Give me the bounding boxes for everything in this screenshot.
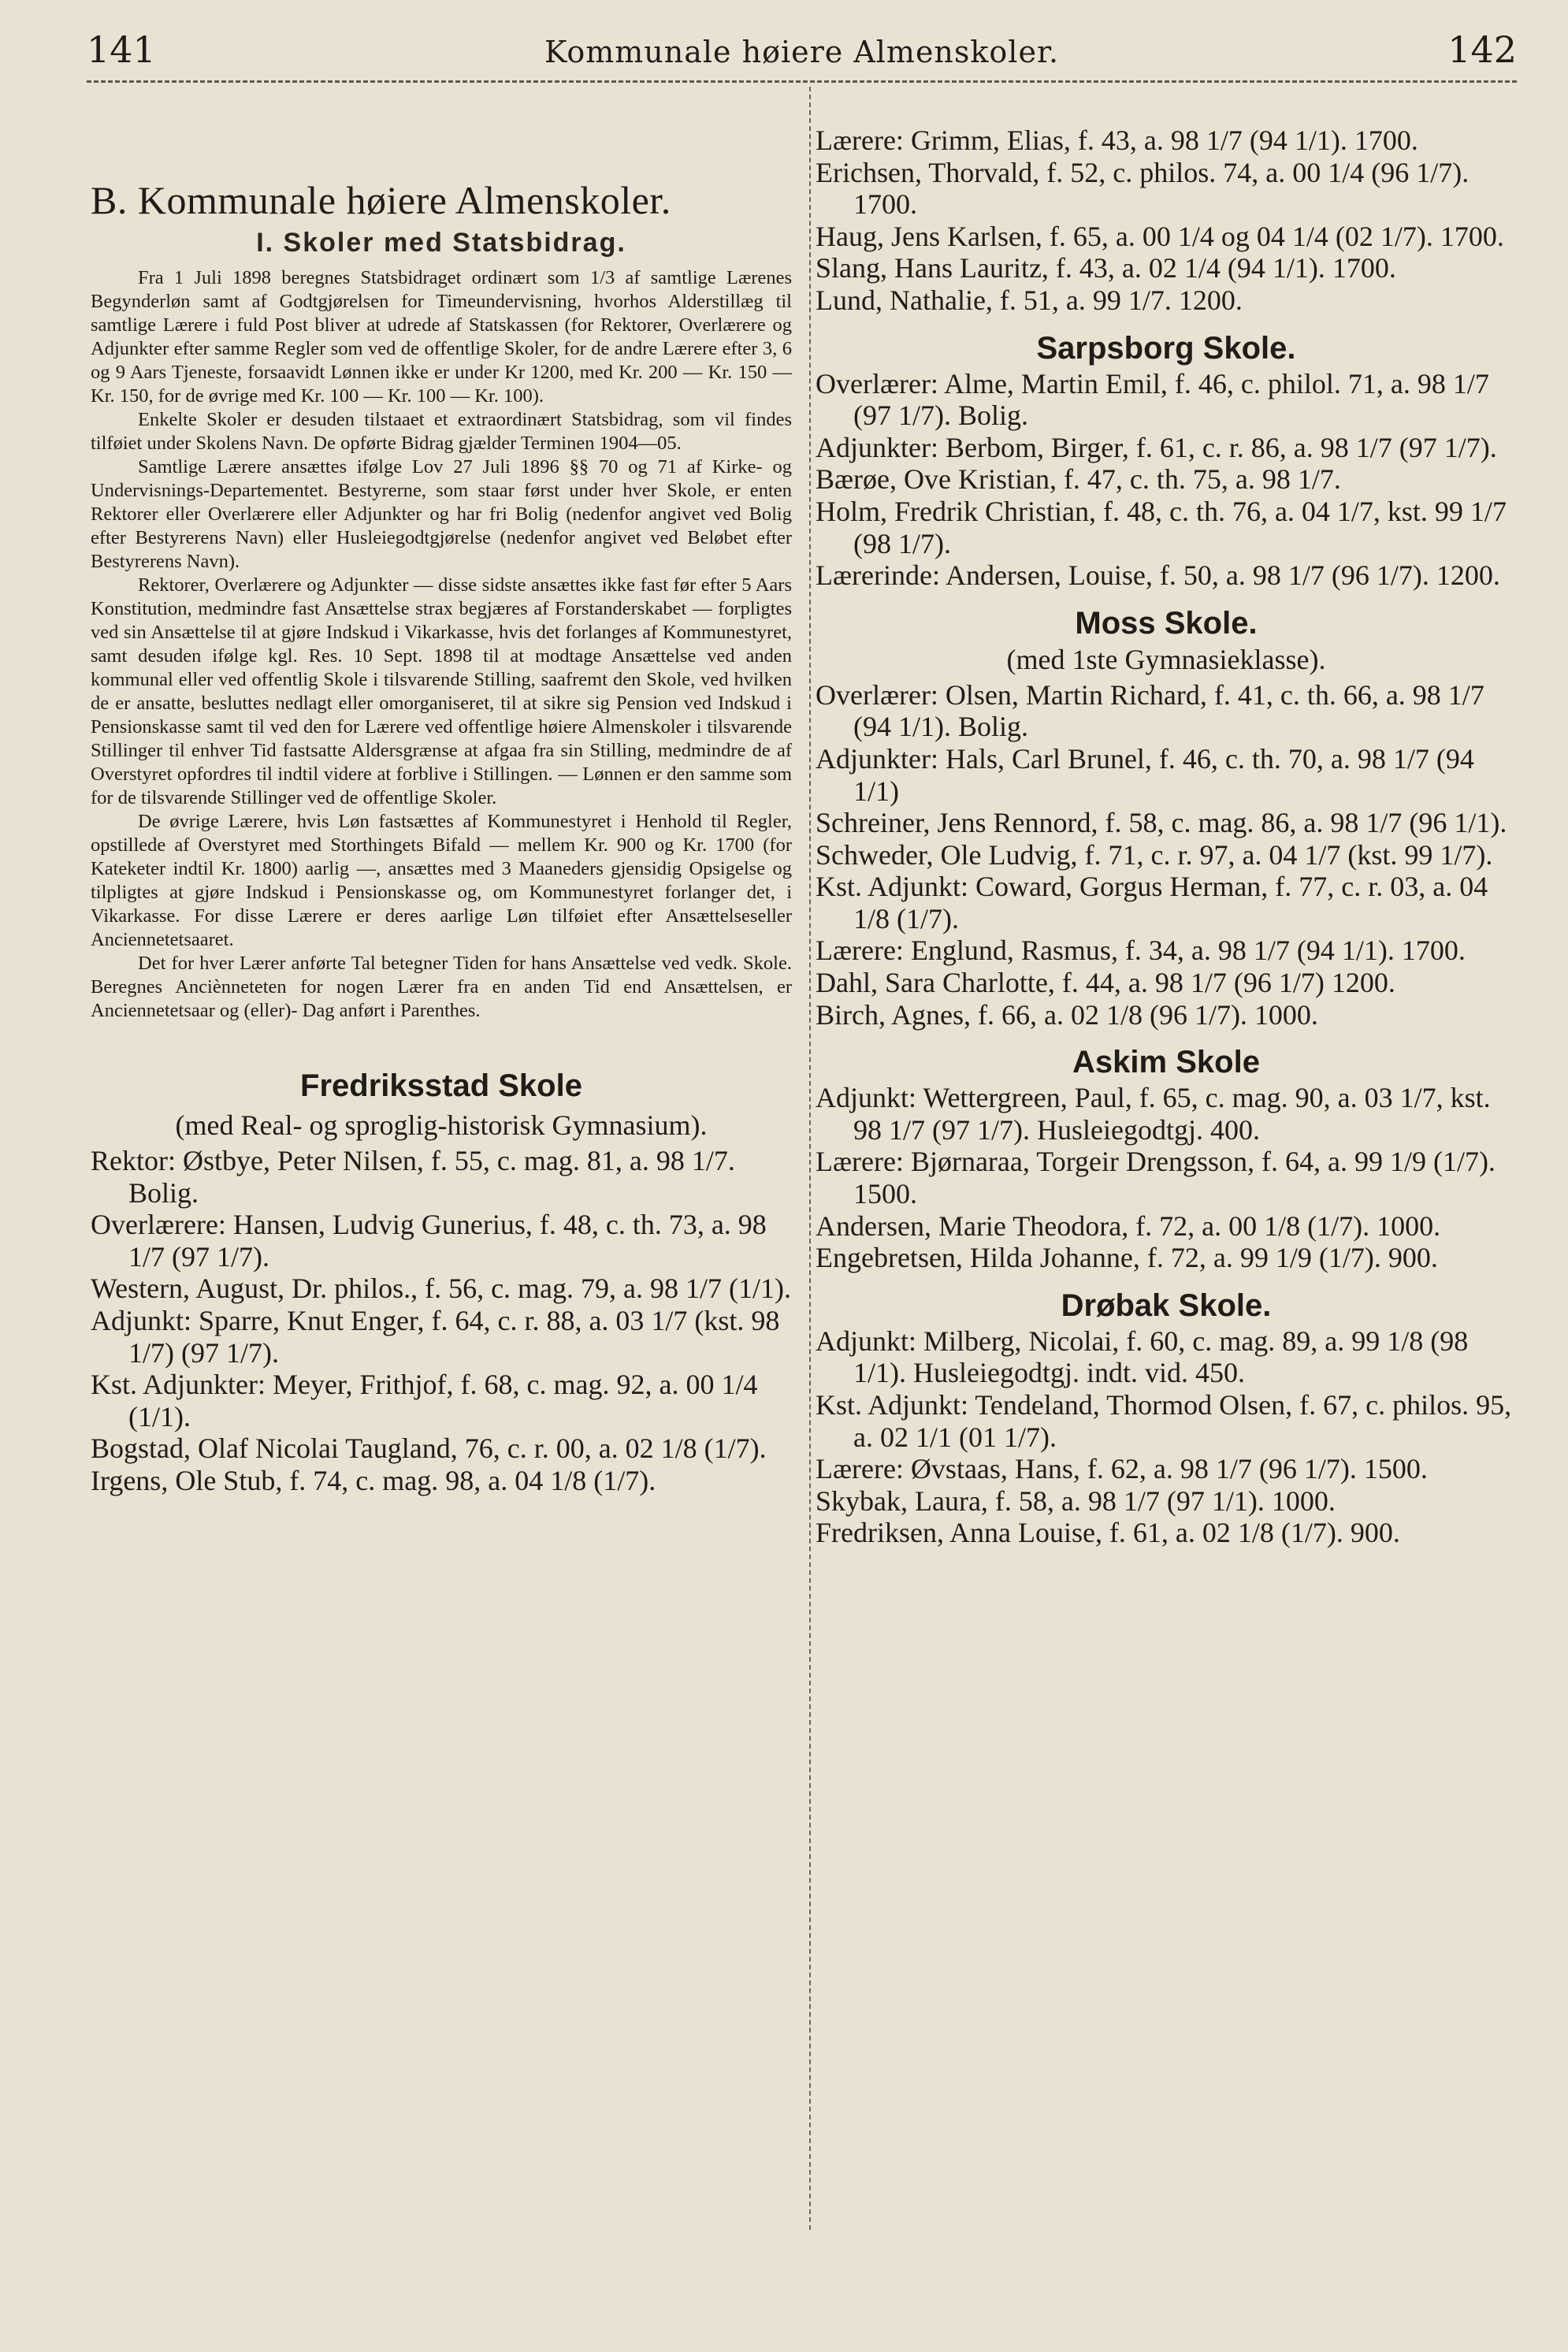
- staff-entry: Fredriksen, Anna Louise, f. 61, a. 02 1/8 (1/7). 900.: [816, 1517, 1400, 1549]
- staff-entry: Irgens, Ole Stub, f. 74, c. mag. 98, a. 04 1/8 (1/7).: [91, 1464, 656, 1496]
- column-divider: [809, 87, 811, 2230]
- staff-entry: Lærere: Englund, Rasmus, f. 34, a. 98 1/7 (94 1/1). 1700.: [816, 934, 1466, 967]
- staff-entry: Overlærere: Hansen, Ludvig Gunerius, f. 48, c. th. 73, a. 98 1/7 (97 1/7).: [91, 1209, 767, 1273]
- staff-entry: Kst. Adjunkt: Coward, Gorgus Herman, f. 77, c. r. 03, a. 04 1/8 (1/7).: [816, 871, 1488, 934]
- staff-entry: Lærerinde: Andersen, Louise, f. 50, a. 98 1/7 (96 1/7). 1200.: [816, 559, 1500, 592]
- staff-entry: Lærere: Grimm, Elias, f. 43, a. 98 1/7 (94 1/1). 1700.: [816, 124, 1418, 156]
- staff-entry: Slang, Hans Lauritz, f. 43, a. 02 1/4 (94 1/1). 1700.: [816, 252, 1396, 284]
- staff-entry: Skybak, Laura, f. 58, a. 98 1/7 (97 1/1). 1000.: [816, 1484, 1336, 1517]
- staff-entry: Erichsen, Thorvald, f. 52, c. philos. 74, a. 00 1/4 (96 1/7). 1700.: [816, 156, 1470, 221]
- staff-entry: Bogstad, Olaf Nicolai Taugland, 76, c. r. 00, a. 02 1/8 (1/7).: [91, 1432, 767, 1465]
- paragraph: Rektorer, Overlærere og Adjunkter — disse sidste ansættes ikke fast før efter 5 Aars Konstitution, medmindre fast Ansættelse strax begjæres af Forstanderskabet — forpligtes ved sin Ansættelse til at gjøre Indskud i Vikarkasse, hvis det forlanges af Kommunestyret, samt desuden ifølge kgl. Res. 10 Sept. 1898 til at modtage Ansættelse ved anden kommunal eller ved offentlig Skole i tilsvarende Stilling, saafremt den Skole, ved hvilken de er ansatte, besluttes nedlagt eller omorganiseret, til at sikre sig Pension ved Indskud i Pensionskasse samt til ved den for Lærere ved offentlige høiere Almenskoler i tilsvarende Stillinger til enhver Tid fastsatte Aldersgrænse at afgaa fra sin Stilling, medmindre de af Overstyret opfordres til indtil videre at forblive i Stillingen. — Lønnen er den samme som for de tilsvarende Stillinger ved de offentlige Skoler.: [91, 574, 792, 808]
- paragraph: Det for hver Lærer anførte Tal betegner Tiden for hans Ansættelse ved vedk. Skole. Beregnes Anciènneteten for nogen Lærer fra en anden Tid end Ansættelsen, er Anciennetetsaar og (eller)- Dag anført i Parenthes.: [91, 953, 792, 1021]
- school-heading: Drøbak Skole.: [1061, 1287, 1272, 1323]
- staff-entry: Bærøe, Ove Kristian, f. 47, c. th. 75, a. 98 1/7.: [816, 463, 1341, 496]
- school-subtitle: (med Real- og sproglig-historisk Gymnasium).: [175, 1109, 708, 1141]
- staff-entry: Birch, Agnes, f. 66, a. 02 1/8 (96 1/7). 1000.: [816, 998, 1318, 1031]
- staff-entry: Engebretsen, Hilda Johanne, f. 72, a. 99 1/9 (1/7). 900.: [816, 1242, 1438, 1274]
- page-number-left: 141: [87, 28, 156, 71]
- paragraph: Enkelte Skoler er desuden tilstaaet et extraordinært Statsbidrag, som vil findes tilføiet under Skolens Navn. De opførte Bidrag gjælder Terminen 1904—05.: [91, 409, 792, 454]
- paragraph: Fra 1 Juli 1898 beregnes Statsbidraget ordinært som 1/3 af samtlige Lærenes Begynderløn samt af Godtgjørelsen for Timeundervisning, hvorhos Alderstillæg til samtlige Lærere i fuld Post bliver at udrede af Statskassen (for Rektorer, Overlærere og Adjunkter efter samme Regler som ved de offentlige Skoler, for de andre Lærere efter 3, 6 og 9 Aars Tjeneste, forsaavidt Lønnen ikke er under Kr 1200, med Kr. 200 — Kr. 150 — Kr. 150, for de øvrige med Kr. 100 — Kr. 100 — Kr. 100).: [91, 267, 792, 407]
- staff-entry: Overlærer: Olsen, Martin Richard, f. 41, c. th. 66, a. 98 1/7 (94 1/1). Bolig.: [816, 678, 1484, 743]
- right-column: [816, 124, 1517, 1549]
- school-heading: Askim Skole: [1072, 1045, 1260, 1080]
- staff-entry: Kst. Adjunkt: Tendeland, Thormod Olsen, f. 67, c. philos. 95, a. 02 1/1 (01 1/7).: [816, 1389, 1512, 1453]
- staff-entry: Adjunkter: Berbom, Birger, f. 61, c. r. 86, a. 98 1/7 (97 1/7).: [816, 431, 1497, 463]
- school-heading: Moss Skole.: [1075, 605, 1258, 641]
- staff-entry: Schreiner, Jens Rennord, f. 58, c. mag. 86, a. 98 1/7 (96 1/1).: [816, 807, 1507, 839]
- running-header: [87, 22, 1517, 77]
- staff-entry: Adjunkt: Milberg, Nicolai, f. 60, c. mag. 89, a. 99 1/8 (98 1/1). Husleiegodtgj. indt. vid. 450.: [816, 1325, 1469, 1389]
- staff-entry: Haug, Jens Karlsen, f. 65, a. 00 1/4 og 04 1/4 (02 1/7). 1700.: [816, 220, 1504, 252]
- section-title: B. Kommunale høiere Almenskoler.: [91, 178, 671, 222]
- page-number-right: 142: [1447, 28, 1517, 71]
- staff-entry: Overlærer: Alme, Martin Emil, f. 46, c. philol. 71, a. 98 1/7 (97 1/7). Bolig.: [816, 367, 1489, 432]
- school-subtitle: (med 1ste Gymnasieklasse).: [1006, 643, 1326, 675]
- staff-entry: Kst. Adjunkter: Meyer, Frithjof, f. 68, c. mag. 92, a. 00 1/4 (1/1).: [91, 1369, 758, 1432]
- staff-entry: Western, August, Dr. philos., f. 56, c. mag. 79, a. 98 1/7 (1/1).: [91, 1273, 791, 1305]
- staff-entry: Dahl, Sara Charlotte, f. 44, a. 98 1/7 (96 1/7) 1200.: [816, 967, 1395, 999]
- staff-entry: Rektor: Østbye, Peter Nilsen, f. 55, c. mag. 81, a. 98 1/7. Bolig.: [91, 1145, 735, 1209]
- staff-entry: Andersen, Marie Theodora, f. 72, a. 00 1/8 (1/7). 1000.: [816, 1209, 1441, 1242]
- staff-entry: Adjunkter: Hals, Carl Brunel, f. 46, c. th. 70, a. 98 1/7 (94 1/1): [816, 742, 1474, 807]
- running-title: Kommunale høiere Almenskoler.: [544, 35, 1060, 69]
- staff-entry: Adjunkt: Sparre, Knut Enger, f. 64, c. r. 88, a. 03 1/7 (kst. 98 1/7) (97 1/7).: [91, 1304, 780, 1369]
- section-subtitle: I. Skoler med Statsbidrag.: [256, 228, 626, 258]
- school-heading: Fredriksstad Skole: [300, 1068, 582, 1103]
- staff-entry: Schweder, Ole Ludvig, f. 71, c. r. 97, a. 04 1/7 (kst. 99 1/7).: [816, 838, 1493, 871]
- staff-entry: Lærere: Bjørnaraa, Torgeir Drengsson, f. 64, a. 99 1/9 (1/7). 1500.: [816, 1146, 1496, 1210]
- left-column: [91, 126, 792, 1497]
- staff-entry: Adjunkt: Wettergreen, Paul, f. 65, c. mag. 90, a. 03 1/7, kst. 98 1/7 (97 1/7). Husleiegodtgj. 400.: [816, 1082, 1491, 1146]
- paragraph: Samtlige Lærere ansættes ifølge Lov 27 Juli 1896 §§ 70 og 71 af Kirke- og Undervisnings-Departementet. Bestyrerne, som staar først under hver Skole, er enten Rektorer eller Overlærere eller Adjunkter og har fri Bolig (nedenfor angivet ved Bolig efter Bestyrerens Navn) eller Husleiegodtgjørelse (nedenfor angivet ved Beløbet efter Bestyrerens Navn).: [91, 456, 792, 572]
- paragraph: De øvrige Lærere, hvis Løn fastsættes af Kommunestyret i Henhold til Regler, opstillede af Overstyret med Storthingets Bifald — mellem Kr. 900 og Kr. 1700 (for Kateketer indtil Kr. 1800) aarlig —, ansættes med 3 Maaneders gjensidig Opsigelse og tilpligtes at gjøre Indskud i Pensionskasse og, om Kommunestyret forlanger det, i Vikarkasse. For disse Lærere er deres aarlige Løn tilføiet efter Ansættelseseller Anciennetetsaaret.: [91, 811, 792, 950]
- staff-entry: Holm, Fredrik Christian, f. 48, c. th. 76, a. 04 1/7, kst. 99 1/7 (98 1/7).: [816, 495, 1507, 559]
- staff-entry: Lærere: Øvstaas, Hans, f. 62, a. 98 1/7 (96 1/7). 1500.: [816, 1453, 1428, 1485]
- header-rule: [87, 80, 1517, 83]
- school-heading: Sarpsborg Skole.: [1036, 330, 1296, 366]
- staff-entry: Lund, Nathalie, f. 51, a. 99 1/7. 1200.: [816, 284, 1243, 316]
